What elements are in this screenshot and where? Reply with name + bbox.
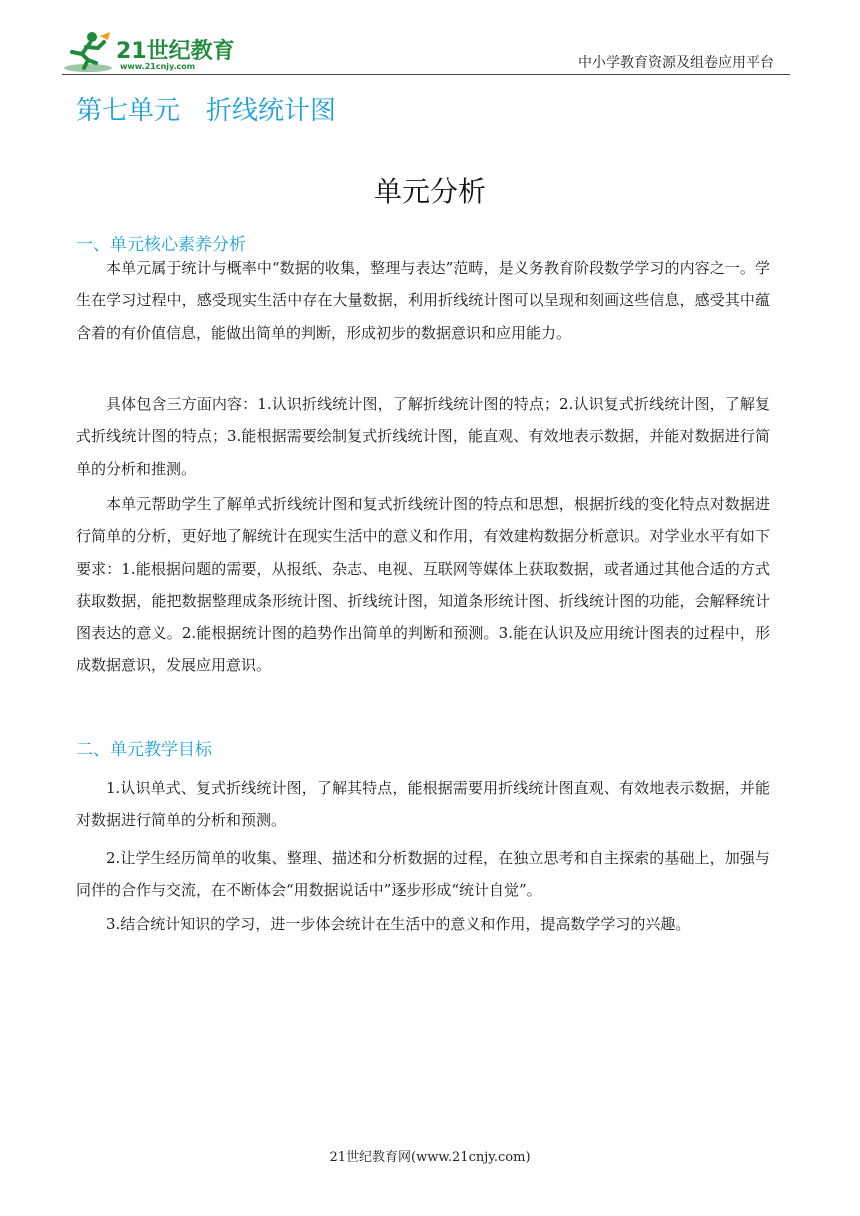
paragraph: 1.认识单式、复式折线统计图，了解其特点，能根据需要用折线统计图直观、有效地表示数据，并能对数据进行简单的分析和预测。 <box>76 779 770 830</box>
runner-icon <box>62 30 114 74</box>
paragraph: 本单元属于统计与概率中“数据的收集，整理与表达”范畴，是义务教育阶段数学学习的内容之一。学生在学习过程中，感受现实生活中存在大量数据，利用折线统计图可以呈现和刻画这些信息，感受其中蕴含着的有价值信息，能做出简单的判断，形成初步的数据意识和应用能力。 <box>76 259 770 342</box>
platform-name: 中小学教育资源及组卷应用平台 <box>578 55 774 71</box>
header-divider <box>62 74 790 75</box>
logo-text: 21世纪教育 <box>116 39 235 64</box>
paragraph: 2.让学生经历简单的收集、整理、描述和分析数据的过程，在独立思考和自主探索的基础上，加强与同伴的合作与交流，在不断体会“用数据说话中”逐步形成“统计自觉”。 <box>76 849 770 900</box>
site-logo <box>62 30 235 74</box>
paragraph: 3.结合统计知识的学习，进一步体会统计在生活中的意义和作用，提高数学学习的兴趣。 <box>106 915 691 933</box>
section-heading-objectives: 二、单元教学目标 <box>76 740 212 760</box>
logo-url: www.21cnjy.com <box>120 62 196 71</box>
unit-title: 第七单元 折线统计图 <box>76 96 337 126</box>
section-heading-core: 一、单元核心素养分析 <box>76 235 246 255</box>
footer-text: 21世纪教育网(www.21cnjy.com) <box>329 1150 531 1165</box>
page-title: 单元分析 <box>373 175 486 208</box>
paragraph: 具体包含三方面内容：1.认识折线统计图，了解折线统计图的特点；2.认识复式折线统计图，了解复式折线统计图的特点；3.能根据需要绘制复式折线统计图，能直观、有效地表示数据，并能对数据进行简单的分析和推测。 <box>76 395 770 478</box>
paragraph: 本单元帮助学生了解单式折线统计图和复式折线统计图的特点和思想，根据折线的变化特点对数据进行简单的分析，更好地了解统计在现实生活中的意义和作用，有效建构数据分析意识。对学业水平有如下要求：1.能根据问题的需要，从报纸、杂志、电视、互联网等媒体上获取数据，或者通过其他合适的方式获取数据，能把数据整理成条形统计图、折线统计图，知道条形统计图、折线统计图的功能，会解释统计图表达的意义。2.能根据统计图的趋势作出简单的判断和预测。3.能在认识及应用统计图表的过程中，形成数据意识，发展应用意识。 <box>76 495 770 675</box>
